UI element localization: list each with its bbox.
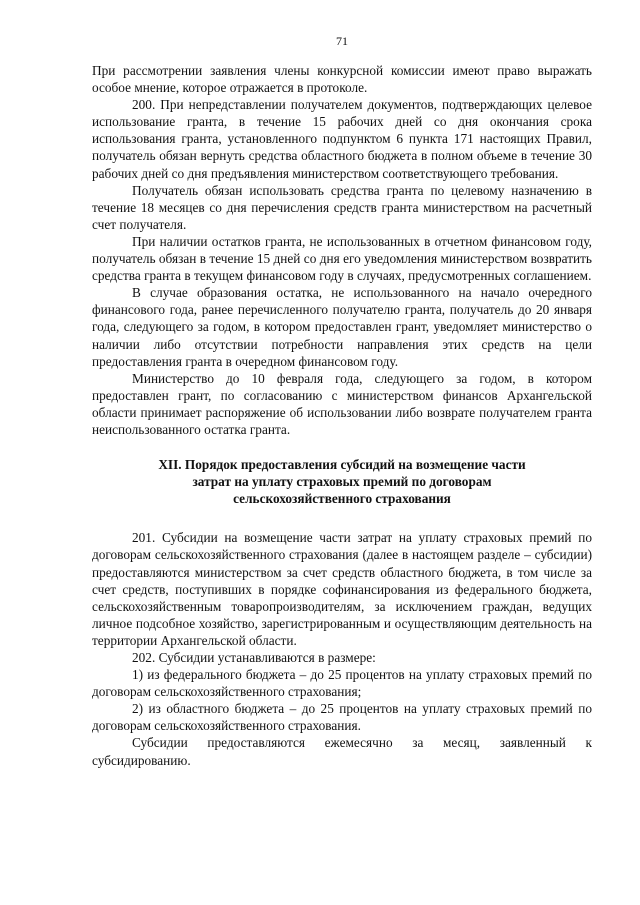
paragraph: В случае образования остатка, не использованного на начало очередного финансового года, ранее перечисленного получателю гранта, получатель до 20 января года, следующего за годом, в котором предоставлен грант, уведомляет министерство о наличии либо отсутствии потребности направления этих средств на цели предоставления гранта в очередном финансовом году. <box>92 285 592 369</box>
paragraph: 200. При непредставлении получателем документов, подтверждающих целевое использование гранта, в течение 15 рабочих дней со дня окончания срока использования гранта, установленного подпунктом 6 пункта 171 настоящих Правил, получатель обязан вернуть средства областного бюджета в полном объеме в течение 30 рабочих дней со дня предъявления министерством соответствующего требования. <box>92 97 592 181</box>
page-number: 71 <box>336 34 348 48</box>
paragraph: 202. Субсидии устанавливаются в размере: <box>132 650 376 665</box>
paragraph: При рассмотрении заявления члены конкурсной комиссии имеют право выражать особое мнение, которое отражается в протоколе. <box>92 63 592 96</box>
section-title-line: затрат на уплату страховых премий по договорам <box>192 474 492 490</box>
paragraph: 201. Субсидии на возмещение части затрат на уплату страховых премий по договорам сельскохозяйственного страхования (далее в настоящем разделе – субсидии) предоставляются министерством за счет средств областного бюджета, в том числе за счет средств, поступивших в порядке софинансирования из федерального бюджета, сельскохозяйственным товаропроизводителям, за исключением граждан, ведущих личное подсобное хозяйство, зарегистрированным и осуществляющим деятельность на территории Архангельской области. <box>92 530 592 648</box>
paragraphs-bottom <box>92 529 592 768</box>
section-title <box>92 456 592 507</box>
paragraph: Субсидии предоставляются ежемесячно за месяц, заявленный к субсидированию. <box>92 735 592 768</box>
paragraph: Министерство до 10 февраля года, следующего за годом, в котором предоставлен грант, по согласованию с министерством финансов Архангельской области принимает распоряжение об использовании либо возврате получателем гранта неиспользованного остатка гранта. <box>92 370 592 437</box>
paragraphs-top <box>92 62 592 438</box>
section-title-line: сельскохозяйственного страхования <box>233 491 451 507</box>
paragraph: 1) из федерального бюджета – до 25 процентов на уплату страховых премий по договорам сельскохозяйственного страхования; <box>92 667 592 700</box>
paragraph: Получатель обязан использовать средства гранта по целевому назначению в течение 18 месяцев со дня перечисления средств гранта министерством на расчетный счет получателя. <box>92 182 592 232</box>
paragraph: 2) из областного бюджета – до 25 процентов на уплату страховых премий по договорам сельскохозяйственного страхования. <box>92 701 592 734</box>
paragraph: При наличии остатков гранта, не использованных в отчетном финансовом году, получатель обязан в течение 15 дней со дня его уведомления министерством возвратить средства гранта в текущем финансовом году в случаях, предусмотренных соглашением. <box>92 233 592 284</box>
section-title-line: XII. Порядок предоставления субсидий на возмещение части <box>158 457 526 473</box>
